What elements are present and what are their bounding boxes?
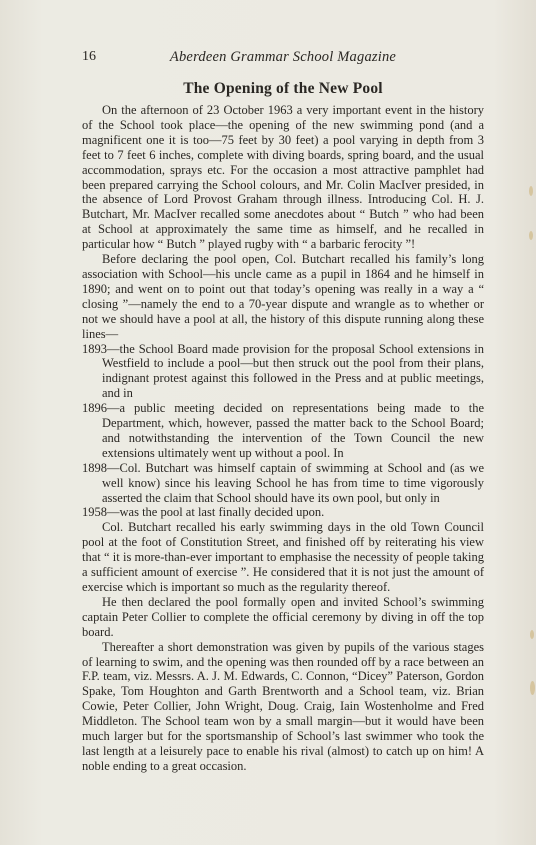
- paper-smudge-mark: [529, 186, 533, 196]
- page-number: 16: [82, 49, 96, 64]
- article-body: [82, 103, 484, 774]
- paragraph-opening-event: On the afternoon of 23 October 1963 a very important event in the history of the School took place—the opening of the new swimming pond (and a magnificent one it is too—75 feet by 30 feet) a pool varying in depth from 3 feet to 7 feet 6 inches, complete with diving boards, spring board, and the usual accommodation, sprays etc. For the occasion a most attractive pamphlet had been prepared carrying the School colours, and Mr. Colin MacIver presided, in the absence of Lord Provost Graham through illness. Introducing Col. H. J. Butchart, Mr. MacIver recalled some anecdotes about “ Butch ” who had been at School at approximately the same time as himself, and he recalled in particular how “ Butch ” played rugby with “ a barbaric ferocity ”!: [82, 103, 484, 252]
- paragraph-exercise-view: Col. Butchart recalled his early swimming days in the old Town Council pool at the foot of Constitution Street, and finished off by reiterating his view that “ it is more-than-ever important to emphasise the necessity of people taking a sufficient amount of exercise ”. He considered that it is not just the amount of exercise which is important so much as the regularity thereof.: [82, 520, 484, 594]
- chronology-item-1898: 1898—Col. Butchart was himself captain of swimming at School and (as we well know) since his leaving School he has from time to time vigorously asserted the claim that School should have its own pool, but only in: [82, 460, 484, 505]
- paragraph-demonstration-race: Thereafter a short demonstration was given by pupils of the various stages of learning to swim, and the opening was then rounded off by a race between an F.P. team, viz. Messrs. A. J. M. Edwards, C. Connon, “Dicey” Paterson, Gordon Spake, Tom Houghton and Garth Brentworth and a School team, viz. Brian Cowie, Peter Collier, John Wright, Doug. Craig, Iain Wostenholme and Fred Middleton. The School team won by a small margin—but it would have been much larger but for the sportsmanship of School’s last swimmer who took the last length at a leisurely pace to enable his rival (almost) to catch up on him! A noble ending to a great occasion.: [82, 639, 484, 773]
- chronology-item-1896: 1896—a public meeting decided on representations being made to the Department, which, however, passed the matter back to the School Board; and notwithstanding the intervention of the Town Council the new extensions ultimately went up without a pool. In: [82, 401, 484, 460]
- running-head: [82, 49, 484, 69]
- paper-smudge-mark: [530, 630, 534, 639]
- article-title: The Opening of the New Pool: [183, 80, 383, 97]
- journal-title: Aberdeen Grammar School Magazine: [169, 49, 397, 65]
- chronology-item-1958: 1958—was the pool at last finally decided upon.: [82, 505, 325, 520]
- paper-smudge-mark: [530, 681, 535, 695]
- paper-smudge-mark: [529, 231, 533, 240]
- chronology-item-1893: 1893—the School Board made provision for the proposal School extensions in Westfield to include a pool—but then struck out the pool from their plans, indignant protest against this followed in the Press and at public meetings, and in: [82, 341, 484, 401]
- paragraph-declaration: Before declaring the pool open, Col. Butchart recalled his family’s long association with School—his uncle came as a pupil in 1864 and he himself in 1890; and went on to point out that today’s opening was really in a way a “ closing ”—namely the end to a 70-year dispute and wrangle as to whether or not we should have a pool at all, the history of this dispute running along these lines—: [82, 252, 484, 341]
- paragraph-pool-opened: He then declared the pool formally open and invited School’s swimming captain Peter Collier to complete the official ceremony by diving in off the top board.: [82, 594, 484, 639]
